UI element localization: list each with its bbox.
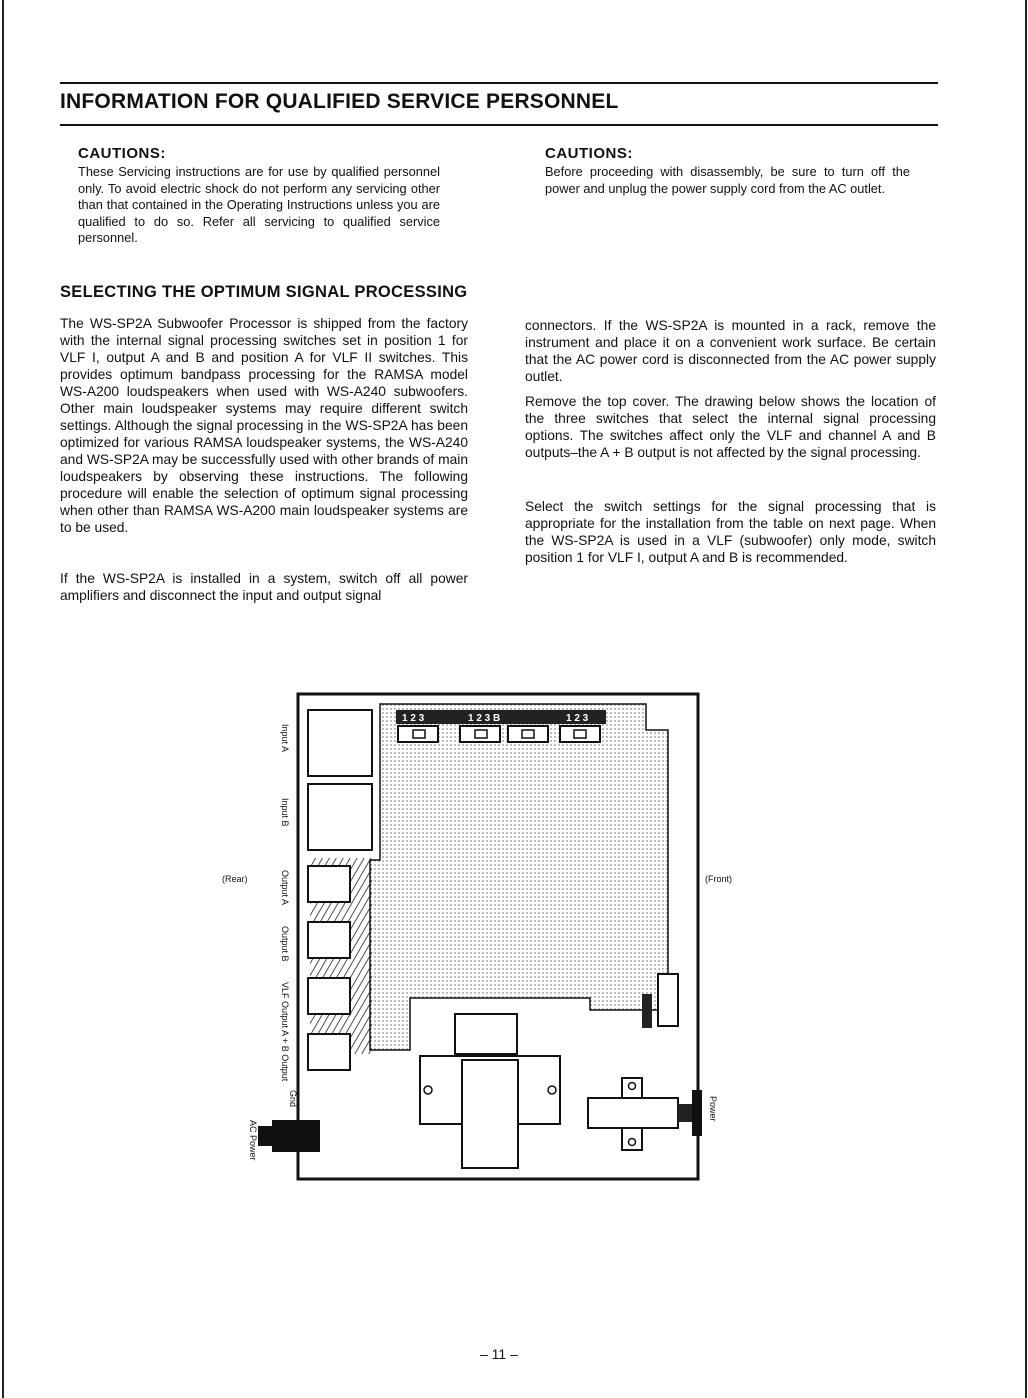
fuse-holder xyxy=(658,974,678,1026)
page-title: INFORMATION FOR QUALIFIED SERVICE PERSONNEL xyxy=(60,90,619,113)
left-paragraph-1: The WS-SP2A Subwoofer Processor is shipped from the factory with the internal signal processing switches set in position 1 for VLF I, output A and B and position A for VLF II switches. This provides optimum bandpass processing for the RAMSA model WS-A200 loudspeakers when used with WS-A240 subwoofers. Other main loudspeaker systems may require different switch settings. Although the signal processing in the WS-SP2A has been optimized for various RAMSA loudspeaker systems, the WS-A240 and WS-SP2A may be successfully used with other brands of main loudspeakers by observing these instructions. The following procedure will enable the selection of optimum signal processing when other than RAMSA WS-A200 main loudspeaker systems are to be used. xyxy=(60,316,468,535)
title-underline xyxy=(60,124,938,126)
input-a-label: Input A xyxy=(280,724,290,753)
output-a-jack xyxy=(308,866,350,902)
left-paragraph-2: If the WS-SP2A is installed in a system, switch off all power amplifiers and disconnect the input and output signal xyxy=(60,571,468,603)
power-switch-lever xyxy=(678,1104,692,1122)
circuit-board-diagram xyxy=(210,680,770,1200)
ac-power-label: AC Power xyxy=(248,1120,258,1161)
vlf-output-jack xyxy=(308,978,350,1014)
gnd-label: Gnd xyxy=(288,1090,298,1108)
pcb-shaded-area xyxy=(370,704,668,1050)
page-number: – 11 – xyxy=(480,1346,518,1362)
switch-label-2: 1 2 3 B xyxy=(468,713,501,724)
input-b-label: Input B xyxy=(280,798,290,827)
output-a-label: Output A xyxy=(280,870,290,906)
right-paragraph-1: connectors. If the WS-SP2A is mounted in a rack, remove the instrument and place it on a convenient work surface. Be certain that the AC power cord is disconnected from the AC power supply outlet. xyxy=(525,318,936,384)
output-b-label: Output B xyxy=(280,926,290,962)
cautions-right-body: Before proceeding with disassembly, be sure to turn off the power and unplug the power supply cord from the AC outlet. xyxy=(545,164,910,196)
rear-label: (Rear) xyxy=(222,874,248,884)
right-paragraph-2: Remove the top cover. The drawing below shows the location of the three switches that select the internal signal processing options. The switches affect only the VLF and channel A and B outputs–the A + B output is not affected by the signal processing. xyxy=(525,394,936,460)
switch-block-3-knob xyxy=(522,730,534,738)
power-label: Power xyxy=(708,1096,718,1122)
top-rule xyxy=(60,82,938,84)
switch-block-4-knob xyxy=(574,730,586,738)
transformer-bracket-top xyxy=(455,1014,517,1054)
cautions-right-heading: CAUTIONS: xyxy=(545,145,633,162)
power-switch-front xyxy=(692,1090,702,1136)
ac-power-connector xyxy=(272,1120,320,1152)
power-switch-body xyxy=(588,1098,678,1128)
cautions-left-heading: CAUTIONS: xyxy=(78,145,166,162)
switch-label-3: 1 2 3 xyxy=(566,713,589,724)
ab-output-jack xyxy=(308,1034,350,1070)
input-b-jack xyxy=(308,784,372,850)
front-label: (Front) xyxy=(705,874,732,884)
ac-power-plug xyxy=(258,1126,274,1146)
section-heading: SELECTING THE OPTIMUM SIGNAL PROCESSING xyxy=(60,283,468,301)
switch-block-1-knob xyxy=(413,730,425,738)
switch-block-2-knob xyxy=(475,730,487,738)
cautions-left-body: These Servicing instructions are for use by qualified personnel only. To avoid electric shock do not perform any servicing other than that contained in the Operating Instructions unless you are qualified to do so. Refer all servicing to qualified service personnel. xyxy=(78,164,440,246)
ab-output-label: A + B Output xyxy=(280,1030,290,1082)
transformer-core xyxy=(462,1060,518,1168)
input-a-jack xyxy=(308,710,372,776)
right-paragraph-3: Select the switch settings for the signal processing that is appropriate for the installation from the table on next page. When the WS-SP2A is used in a VLF (subwoofer) only mode, switch position 1 for VLF I, output A and B is recommended. xyxy=(525,499,936,565)
vlf-output-label: VLF Output xyxy=(280,982,290,1029)
left-margin-line xyxy=(2,0,4,1398)
output-b-jack xyxy=(308,922,350,958)
fuse xyxy=(642,994,652,1028)
switch-label-1: 1 2 3 xyxy=(402,713,425,724)
right-margin-line xyxy=(1025,0,1027,1398)
